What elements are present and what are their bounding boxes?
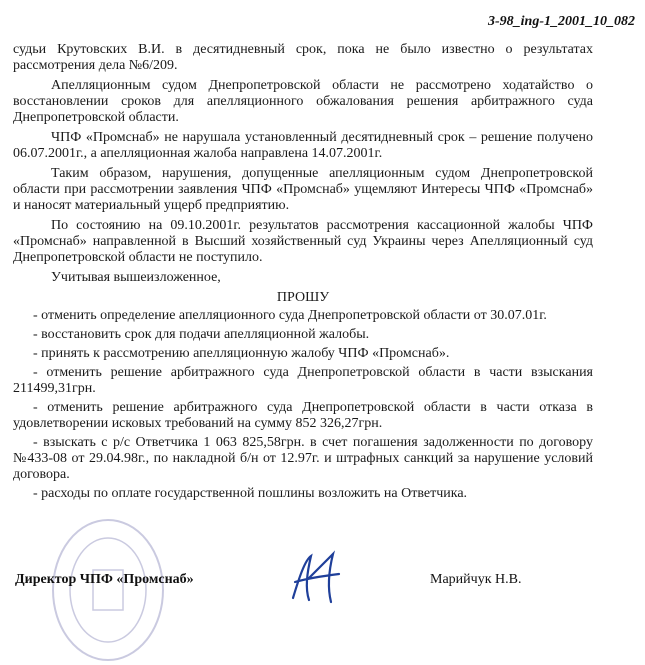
paragraph-5: По состоянию на 09.10.2001г. результатов рассмотрения кассационной жалобы ЧПФ «Промснаб» направленной в Высший хозяйственный суд Украины через Апелляционный суд Днепропетровской области не поступило. xyxy=(13,218,593,265)
document-id: 3-98_ing-1_2001_10_082 xyxy=(488,14,635,29)
request-item-1: - отменить определение апелляционного суда Днепропетровской области от 30.07.01г. xyxy=(33,308,547,323)
round-stamp-icon xyxy=(48,515,168,665)
request-heading: ПРОШУ xyxy=(276,290,330,305)
request-item-7: - расходы по оплате государственной пошлины возложить на Ответчика. xyxy=(33,486,468,501)
document-body xyxy=(13,42,593,505)
paragraph-4: Таким образом, нарушения, допущенные апелляционным судом Днепропетровской области при рассмотрении заявления ЧПФ «Промснаб» ущемляют Интересы ЧПФ «Промснаб» и наносят материальный ущерб предприятию. xyxy=(13,166,593,213)
signatory-name: Марийчук Н.В. xyxy=(430,572,522,587)
request-item-4: - отменить решение арбитражного суда Днепропетровской области в части взыскания 211499,31грн. xyxy=(13,365,593,396)
request-item-5: - отменить решение арбитражного суда Днепропетровской области в части отказа в удовлетворении исковых требований на сумму 852 326,27грн. xyxy=(13,400,593,431)
request-item-2: - восстановить срок для подачи апелляционной жалобы. xyxy=(33,327,370,342)
paragraph-3: ЧПФ «Промснаб» не нарушала установленный десятидневный срок – решение получено 06.07.2001г., а апелляционная жалоба направлена 14.07.2001г. xyxy=(13,130,593,161)
paragraph-1: судьи Крутовских В.И. в десятидневный срок, пока не было известно о результатах рассмотрения дела №6/209. xyxy=(13,42,593,73)
handwritten-signature-icon xyxy=(285,548,345,608)
request-item-6: - взыскать с р/с Ответчика 1 063 825,58грн. в счет погашения задолженности по договору №433-08 от 29.04.98г., по накладной б/н от 12.97г. и штрафных санкций за нарушение условий договора. xyxy=(13,435,593,482)
signatory-title: Директор ЧПФ «Промснаб» xyxy=(15,572,194,587)
paragraph-2: Апелляционным судом Днепропетровской области не рассмотрено ходатайство о восстановлении сроков для апелляционного обжалования решения арбитражного суда Днепропетровской области. xyxy=(13,78,593,125)
paragraph-6: Учитывая вышеизложенное, xyxy=(51,270,221,285)
request-item-3: - принять к рассмотрению апелляционную жалобу ЧПФ «Промснаб». xyxy=(33,346,450,361)
